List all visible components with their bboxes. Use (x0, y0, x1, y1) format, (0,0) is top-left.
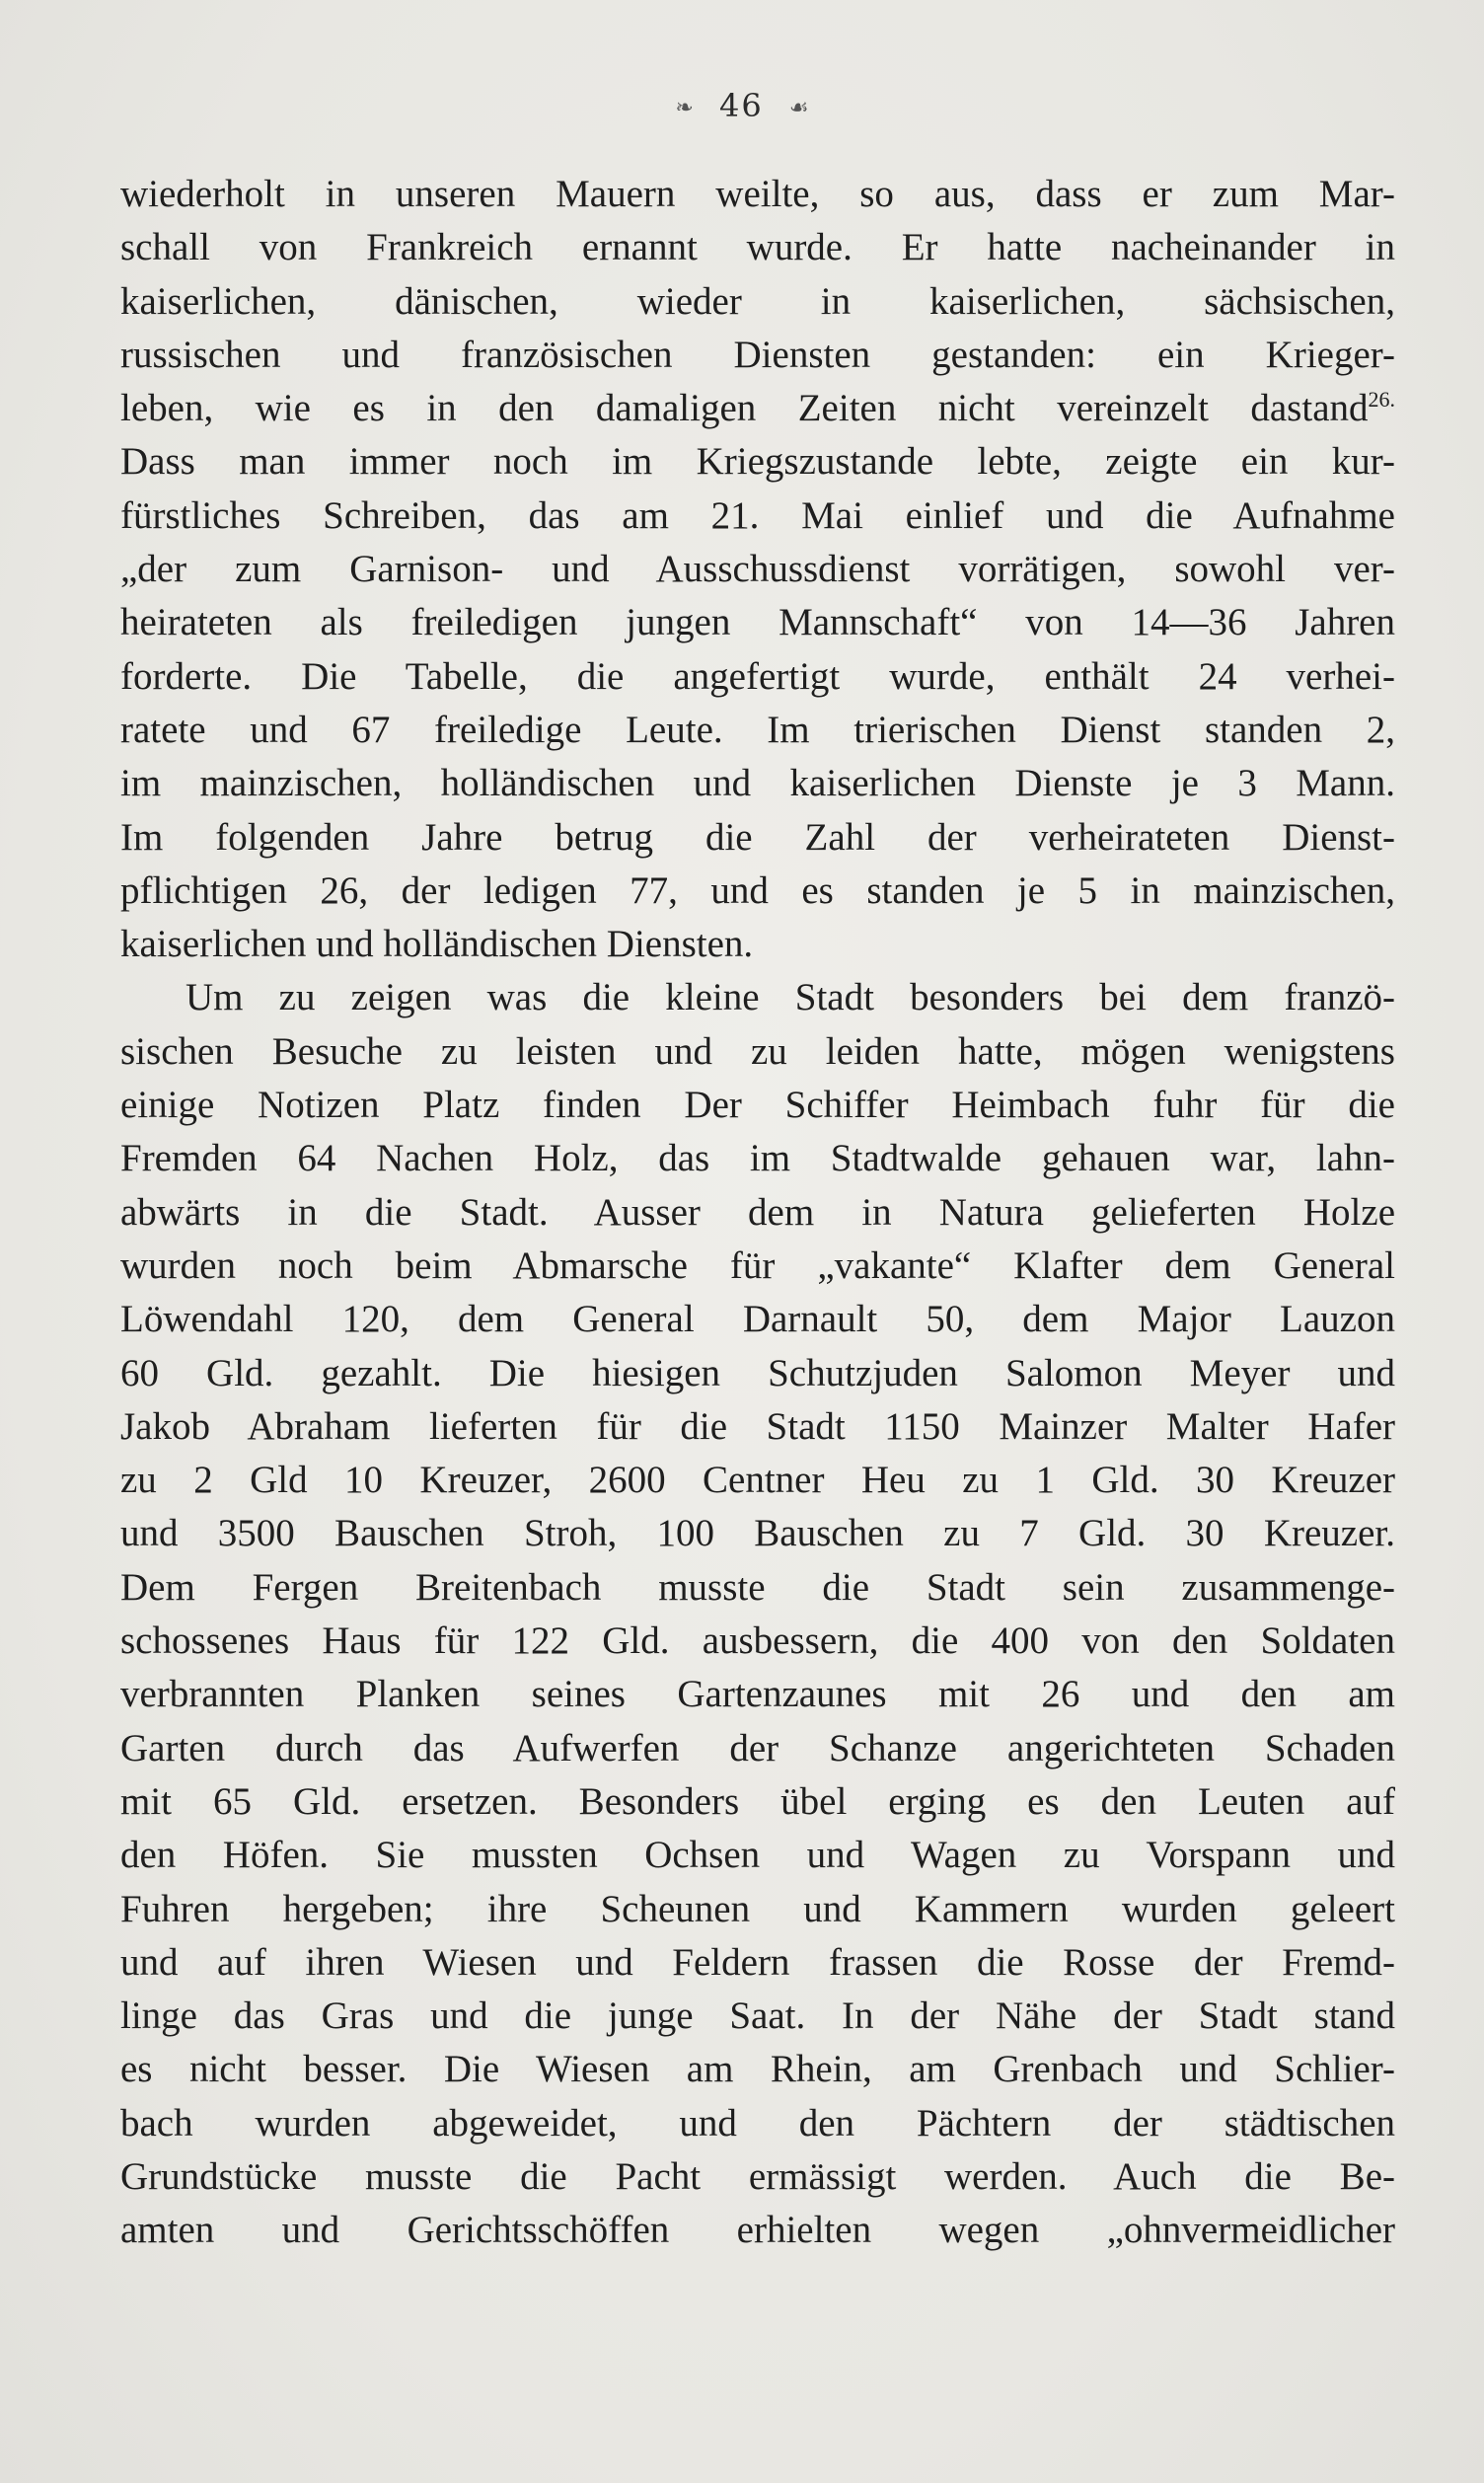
text-line: kaiserlichen und holländischen Diensten. (120, 923, 754, 966)
text-line: schall von Frankreich ernannt wurde. Er hatte nacheinander in (120, 226, 1395, 269)
text-line: einige Notizen Platz finden Der Schiffer Heimbach fuhr für die (120, 1084, 1395, 1127)
text-line: sischen Besuche zu leisten und zu leiden hatte, mögen wenigstens (120, 1029, 1395, 1073)
page-header (0, 87, 1484, 124)
text-line: bach wurden abgeweidet, und den Pächtern der städtischen (120, 2101, 1395, 2144)
text-line: wiederholt in unseren Mauern weilte, so aus, dass er zum Mar- (120, 173, 1395, 215)
text-line: forderte. Die Tabelle, die angefertigt wurde, enthält 24 verhei- (120, 654, 1395, 698)
ornament-right-icon: ☙ (788, 96, 809, 120)
ornament-left-icon: ❧ (675, 96, 694, 120)
text-line: es nicht besser. Die Wiesen am Rhein, am Grenbach und Schlier- (120, 2048, 1395, 2091)
text-line: heirateten als freiledigen jungen Mannschaft“ von 14—36 Jahren (120, 601, 1395, 644)
text-line: Fremden 64 Nachen Holz, das im Stadtwalde gehauen war, lahn- (120, 1137, 1395, 1180)
text-line: fürstliches Schreiben, das am 21. Mai einlief und die Aufnahme (120, 493, 1395, 537)
text-line: Fuhren hergeben; ihre Scheunen und Kammern wurden geleert (120, 1887, 1395, 1930)
text-line: mit 65 Gld. ersetzen. Besonders übel erging es den Leuten auf (120, 1779, 1395, 1823)
text-line: pflichtigen 26, der ledigen 77, und es standen je 5 in mainzischen, (120, 868, 1395, 912)
text-line: im mainzischen, holländischen und kaiserlichen Dienste je 3 Mann. (120, 762, 1395, 805)
text-line: abwärts in die Stadt. Ausser dem in Natura gelieferten Holze (120, 1190, 1395, 1234)
page-number: 46 (718, 87, 764, 124)
text-line: Dem Fergen Breitenbach musste die Stadt sein zusammenge- (120, 1565, 1395, 1609)
text-line: Jakob Abraham lieferten für die Stadt 1150 Mainzer Malter Hafer (120, 1404, 1395, 1448)
text-line: kaiserlichen, dänischen, wieder in kaiserlichen, sächsischen, (120, 279, 1395, 323)
text-line: den Höfen. Sie mussten Ochsen und Wagen zu Vorspann und (120, 1834, 1395, 1877)
text-line: linge das Gras und die junge Saat. In der Nähe der Stadt stand (120, 1994, 1395, 2038)
text-line: Dass man immer noch im Kriegszustande lebte, zeigte ein kur- (120, 440, 1395, 484)
text-line: wurden noch beim Abmarsche für „vakante“ Klafter dem General (120, 1243, 1395, 1287)
text-line-with-footnote (120, 382, 1395, 435)
text-line: Löwendahl 120, dem General Darnault 50, dem Major Lauzon (120, 1298, 1395, 1341)
text-line: zu 2 Gld 10 Kreuzer, 2600 Centner Heu zu 1 Gld. 30 Kreuzer (120, 1459, 1395, 1502)
text-line: Um zu zeigen was die kleine Stadt besonders bei dem franzö- (186, 976, 1395, 1019)
text-line: Garten durch das Aufwerfen der Schanze angerichteten Schaden (120, 1726, 1395, 1769)
text-line: russischen und französischen Diensten gestanden: ein Krieger- (120, 333, 1395, 376)
footnote-reference: 26. (1368, 387, 1395, 413)
body-text (120, 168, 1395, 2258)
text-line: und auf ihren Wiesen und Feldern frassen die Rosse der Fremd- (120, 1940, 1395, 1984)
text-line: und 3500 Bauschen Stroh, 100 Bauschen zu 7 Gld. 30 Kreuzer. (120, 1512, 1395, 1555)
text-line: Im folgenden Jahre betrug die Zahl der verheirateten Dienst- (120, 815, 1395, 859)
text-line: verbrannten Planken seines Gartenzaunes mit 26 und den am (120, 1673, 1395, 1716)
text-line: „der zum Garnison- und Ausschussdienst vorrätigen, sowohl ver- (120, 548, 1395, 591)
text-line: Grundstücke musste die Pacht ermässigt werden. Auch die Be- (120, 2154, 1395, 2198)
text-line: amten und Gerichtsschöffen erhielten wegen „ohnvermeidlicher (120, 2209, 1395, 2252)
text-line: schossenes Haus für 122 Gld. ausbessern, die 400 von den Soldaten (120, 1619, 1395, 1663)
text-line: 60 Gld. gezahlt. Die hiesigen Schutzjuden Salomon Meyer und (120, 1351, 1395, 1394)
text-line-content: leben, wie es in den damaligen Zeiten nicht vereinzelt dastand (120, 387, 1369, 430)
text-line: ratete und 67 freiledige Leute. Im trierischen Dienst standen 2, (120, 708, 1395, 751)
